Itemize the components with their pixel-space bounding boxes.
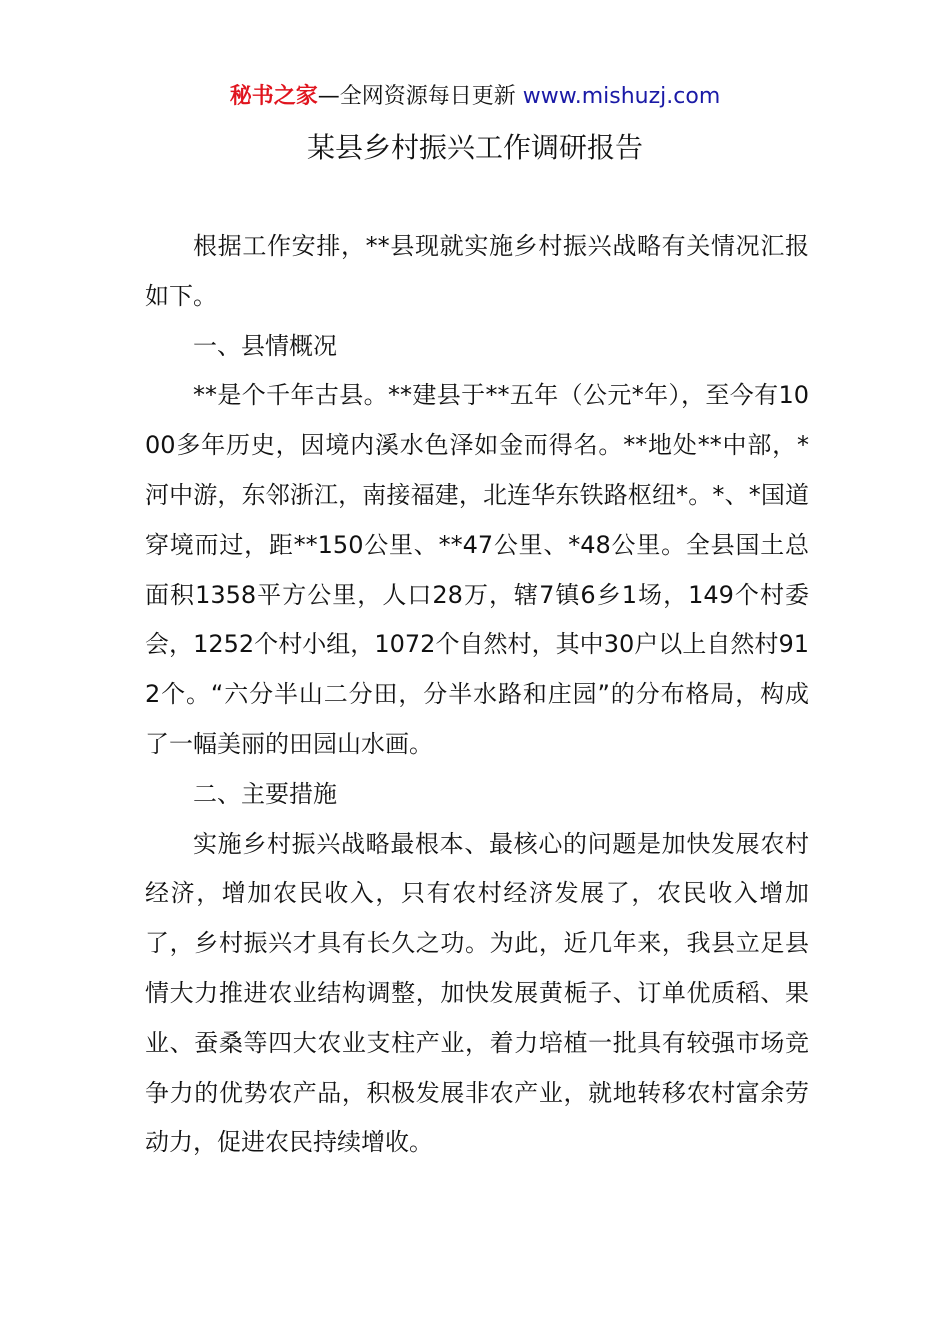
- section-heading-measures: 二、主要措施: [193, 779, 337, 808]
- intro-paragraph: 根据工作安排，**县现就实施乡村振兴战略有关情况汇报如下。: [145, 232, 809, 310]
- document-title: 某县乡村振兴工作调研报告: [306, 131, 643, 164]
- brand-name: 秘书之家: [229, 84, 318, 109]
- overview-paragraph: **是个千年古县。**建县于**五年（公元*年），至今有1000多年历史，因境内溪水色泽如金而得名。**地处**中部，*河中游，东邻浙江，南接福建，北连华东铁路枢纽*。*、*国道穿境而过，距**150公里、**47公里、*48公里。全县国土总面积1358平方公里，人口28万，辖7镇6乡1场，149个村委会，1252个村小组，1072个自然村，其中30户以上自然村912个。“六分半山二分田，分半水路和庄园”的分布格局，构成了一幅美丽的田园山水画。: [145, 381, 809, 758]
- section-heading-overview: 一、县情概况: [193, 331, 337, 360]
- header-slogan: —全网资源每日更新: [317, 84, 516, 109]
- document-body: [145, 222, 809, 1168]
- site-url-link[interactable]: www.mishuzj.com: [522, 84, 721, 109]
- measures-paragraph: 实施乡村振兴战略最根本、最核心的问题是加快发展农村经济，增加农民收入，只有农村经济发展了，农民收入增加了，乡村振兴才具有长久之功。为此，近几年来，我县立足县情大力推进农业结构调整，加快发展黄栀子、订单优质稻、果业、蚕桑等四大农业支柱产业，着力培植一批具有较强市场竞争力的优势农产品，积极发展非农产业，就地转移农村富余劳动力，促进农民持续增收。: [145, 829, 809, 1157]
- site-header: [0, 82, 950, 112]
